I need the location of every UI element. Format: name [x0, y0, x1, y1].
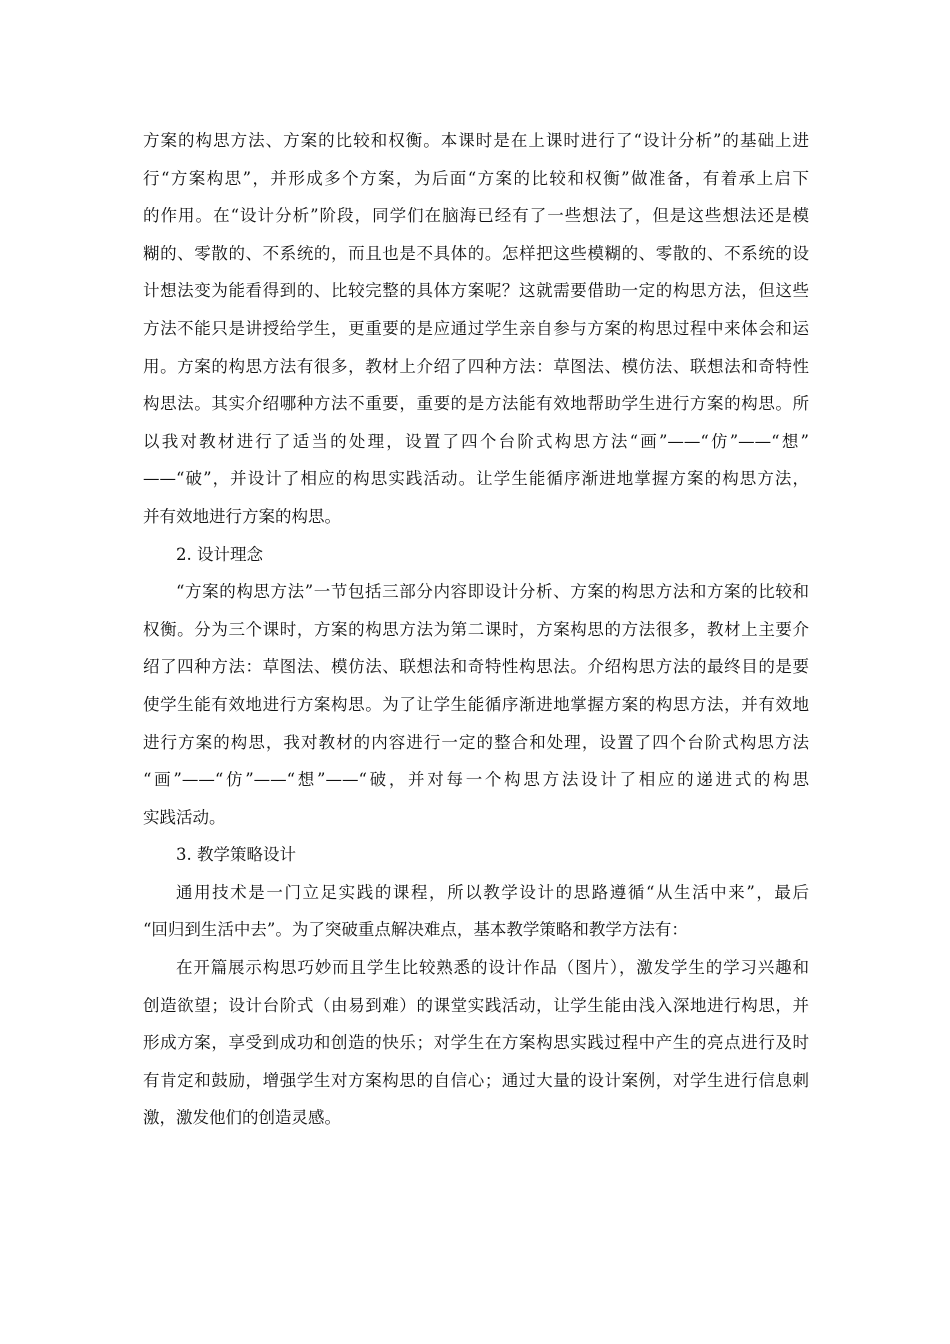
text-line: 绍了四种方法：草图法、模仿法、联想法和奇特性构思法。介绍构思方法的最终目的是要 — [143, 657, 809, 677]
text-line: 通用技术是一门立足实践的课程，所以教学设计的思路遵循“从生活中来”，最后 — [176, 882, 809, 902]
text-line: 行“方案构思”，并形成多个方案，为后面“方案的比较和权衡”做准备，有着承上启下 — [143, 168, 809, 188]
section-heading-teaching-strategy: 3. 教学策略设计 — [176, 845, 296, 865]
paragraph-course-context — [143, 122, 809, 536]
text-line: 方案的构思方法、方案的比较和权衡。本课时是在上课时进行了“设计分析”的基础上进 — [143, 131, 809, 150]
text-line: 在开篇展示构思巧妙而且学生比较熟悉的设计作品（图片），激发学生的学习兴趣和 — [176, 958, 809, 978]
text-line: 用。方案的构思方法有很多，教材上介绍了四种方法：草图法、模仿法、联想法和奇特性 — [143, 356, 809, 376]
text-line: 使学生能有效地进行方案构思。为了让学生能循序渐进地掌握方案的构思方法，并有效地 — [143, 694, 809, 714]
text-line: 有肯定和鼓励，增强学生对方案构思的自信心；通过大量的设计案例，对学生进行信息刺 — [143, 1070, 809, 1090]
text-line: 计想法变为能看得到的、比较完整的具体方案呢？这就需要借助一定的构思方法，但这些 — [143, 281, 809, 301]
document-body — [143, 122, 809, 1137]
text-line: 的作用。在“设计分析”阶段，同学们在脑海已经有了一些想法了，但是这些想法还是模 — [143, 206, 809, 226]
text-line: 创造欲望；设计台阶式（由易到难）的课堂实践活动，让学生能由浅入深地进行构思，并 — [143, 995, 809, 1015]
section-heading-design-concept: 2. 设计理念 — [176, 544, 263, 564]
text-line: 构思法。其实介绍哪种方法不重要，重要的是方法能有效地帮助学生进行方案的构思。所 — [143, 394, 809, 414]
text-line: 以我对教材进行了适当的处理，设置了四个台阶式构思方法“画”——“仿”——“想” — [143, 431, 809, 451]
text-line: 并有效地进行方案的构思。 — [143, 506, 341, 526]
text-line: 方法不能只是讲授给学生，更重要的是应通过学生亲自参与方案的构思过程中来体会和运 — [143, 318, 809, 338]
text-line: 权衡。分为三个课时，方案的构思方法为第二课时，方案构思的方法很多，教材上主要介 — [143, 619, 809, 639]
paragraph-teaching-methods — [143, 949, 809, 1137]
text-line: “画”——“仿”——“想”——“破，并对每一个构思方法设计了相应的递进式的构思 — [143, 770, 809, 790]
text-line: “回归到生活中去”。为了突破重点解决难点，基本教学策略和教学方法有： — [143, 920, 688, 940]
text-line: 糊的、零散的、不系统的，而且也是不具体的。怎样把这些模糊的、零散的、不系统的设 — [143, 243, 809, 263]
text-line: 实践活动。 — [143, 807, 226, 827]
text-line: 形成方案，享受到成功和创造的快乐；对学生在方案构思实践过程中产生的亮点进行及时 — [143, 1033, 809, 1053]
paragraph-design-concept — [143, 573, 809, 836]
text-line: 激，激发他们的创造灵感。 — [143, 1108, 341, 1128]
paragraph-teaching-approach — [143, 874, 809, 949]
text-line: ——“破”，并设计了相应的构思实践活动。让学生能循序渐进地掌握方案的构思方法， — [143, 469, 809, 489]
text-line: “方案的构思方法”一节包括三部分内容即设计分析、方案的构思方法和方案的比较和 — [176, 582, 809, 602]
text-line: 进行方案的构思，我对教材的内容进行一定的整合和处理，设置了四个台阶式构思方法 — [143, 732, 809, 752]
